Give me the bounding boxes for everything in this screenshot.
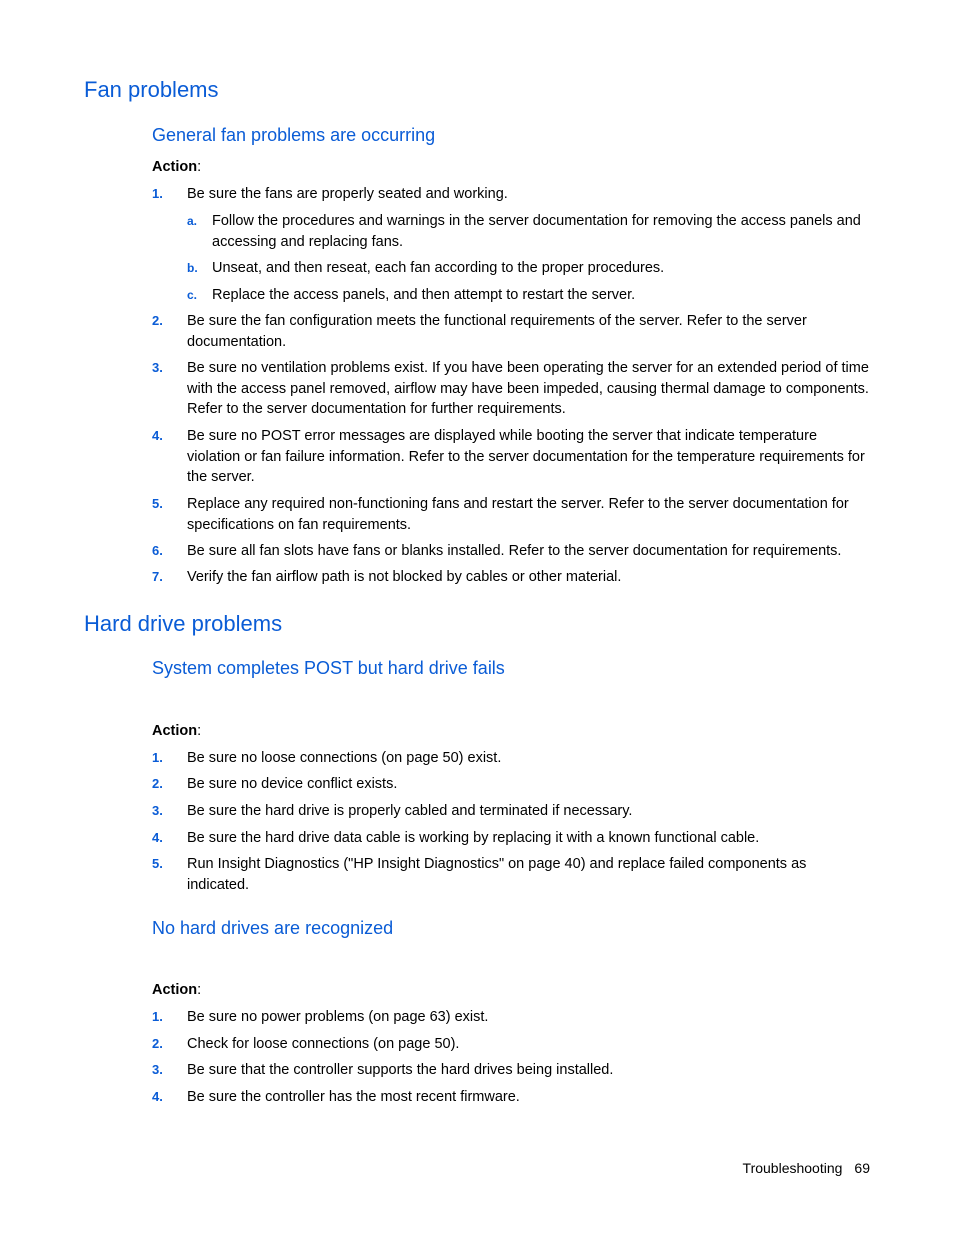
list-item [152, 801, 872, 822]
sub-list-item [187, 211, 872, 252]
list-item [152, 358, 872, 420]
list-item-text: Be sure no device conflict exists. [187, 776, 398, 792]
list-item-number: 6. [152, 543, 163, 558]
list-item-number: 4. [152, 428, 163, 443]
list-item-text: Be sure the hard drive data cable is working by replacing it with a known functional cable. [187, 830, 760, 846]
list-item-text: Run Insight Diagnostics ("HP Insight Diagnostics" on page 40) and replace failed components as indicated. [187, 856, 807, 893]
action-label: Action: [152, 159, 202, 175]
sub-list-item-text: Follow the procedures and warnings in the server documentation for removing the access panels and accessing and replacing fans. [212, 213, 861, 250]
sub-list-item-letter: b. [187, 261, 198, 275]
list-item [152, 1007, 872, 1028]
list-item [152, 426, 872, 488]
list-item [152, 567, 872, 588]
list-item-text: Be sure no power problems (on page 63) exist. [187, 1009, 489, 1025]
list-item-text: Be sure the hard drive is properly cabled and terminated if necessary. [187, 803, 633, 819]
action-label: Action: [152, 723, 202, 739]
list-item-number: 2. [152, 776, 163, 791]
list-item-text: Replace any required non-functioning fans and restart the server. Refer to the server documentation for specifications on fan requirements. [187, 496, 849, 533]
list-item [152, 311, 872, 352]
list-item [152, 184, 872, 205]
list-item [152, 854, 872, 895]
sub-list-item [187, 258, 872, 279]
section-title-hard-drive-problems: Hard drive problems [84, 611, 283, 636]
list-item-text: Be sure the fan configuration meets the functional requirements of the server. Refer to the server documentation. [187, 313, 807, 350]
subsection-title-post-hard-drive-fails: System completes POST but hard drive fails [152, 658, 505, 678]
footer-section-name: Troubleshooting [742, 1160, 843, 1176]
sub-list-item-text: Replace the access panels, and then attempt to restart the server. [212, 287, 636, 303]
list-item-text: Be sure the controller has the most recent firmware. [187, 1089, 520, 1105]
subsection-title-no-hard-drives: No hard drives are recognized [152, 918, 394, 938]
page-number: 69 [854, 1160, 870, 1176]
list-item-text: Be sure the fans are properly seated and working. [187, 186, 508, 202]
list-item [152, 494, 872, 535]
list-item [152, 1060, 872, 1081]
section-title-fan-problems: Fan problems [84, 77, 219, 102]
list-item-number: 2. [152, 1036, 163, 1051]
list-item-number: 3. [152, 803, 163, 818]
sub-list-item-text: Unseat, and then reseat, each fan according to the proper procedures. [212, 260, 665, 276]
list-item-text: Be sure all fan slots have fans or blanks installed. Refer to the server documentation for requirements. [187, 543, 842, 559]
list-item-number: 7. [152, 569, 163, 584]
list-item-text: Be sure no loose connections (on page 50) exist. [187, 750, 502, 766]
list-item-number: 4. [152, 1089, 163, 1104]
action-label-text: Action [152, 723, 198, 739]
action-label: Action: [152, 982, 202, 998]
action-label-text: Action [152, 982, 198, 998]
list-item-number: 4. [152, 830, 163, 845]
list-item-text: Be sure that the controller supports the hard drives being installed. [187, 1062, 614, 1078]
list-item [152, 774, 872, 795]
list-item-text: Be sure no POST error messages are displayed while booting the server that indicate temperature violation or fan failure information. Refer to the server documentation for the temperature requirements for the server. [187, 428, 865, 485]
list-item-text: Be sure no ventilation problems exist. If you have been operating the server for an extended period of time with the access panel removed, airflow may have been impeded, causing thermal damage to components. Refer to the server documentation for further requirements. [187, 360, 869, 417]
sub-list-item [187, 285, 872, 306]
list-item-number: 5. [152, 496, 163, 511]
list-item-number: 5. [152, 856, 163, 871]
list-item-number: 1. [152, 186, 163, 201]
list-item-number: 1. [152, 1009, 163, 1024]
page-footer [743, 1158, 870, 1178]
list-item [152, 748, 872, 769]
list-item [152, 1087, 872, 1108]
list-item-text: Check for loose connections (on page 50). [187, 1036, 460, 1052]
list-item [152, 1034, 872, 1055]
list-item-number: 3. [152, 360, 163, 375]
subsection-title-general-fan-problems: General fan problems are occurring [152, 125, 436, 145]
list-item-number: 1. [152, 750, 163, 765]
list-item-number: 3. [152, 1062, 163, 1077]
action-label-text: Action [152, 159, 198, 175]
list-item [152, 828, 872, 849]
list-item-number: 2. [152, 313, 163, 328]
sub-list-item-letter: a. [187, 214, 198, 228]
list-item [152, 541, 872, 562]
list-item-text: Verify the fan airflow path is not blocked by cables or other material. [187, 569, 622, 585]
sub-list-item-letter: c. [187, 288, 198, 302]
